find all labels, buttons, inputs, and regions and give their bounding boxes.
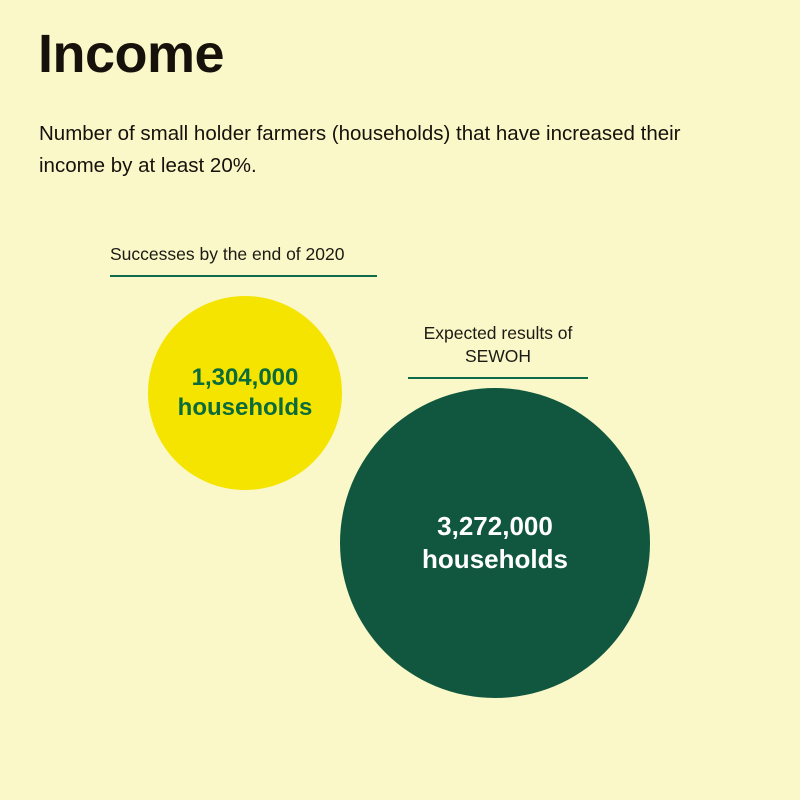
expected-caption-group <box>408 322 588 379</box>
bubble-successes-unit: households <box>177 394 313 421</box>
expected-caption-line2: SEWOH <box>464 345 532 366</box>
expected-caption <box>408 322 588 377</box>
successes-caption-group <box>110 243 380 277</box>
page-subtitle: Number of small holder farmers (households) that have increased their income by at least 20%. <box>39 122 681 177</box>
bubble-successes-2020 <box>148 296 342 490</box>
successes-caption: Successes by the end of 2020 <box>110 244 345 264</box>
bubble-expected-value: 3,272,000 <box>437 510 553 541</box>
expected-caption-rule <box>408 377 588 379</box>
bubble-expected-label <box>422 510 568 577</box>
page-title: Income <box>38 24 225 84</box>
bubble-successes-value: 1,304,000 <box>191 364 299 391</box>
bubble-expected-sewoh <box>340 388 650 698</box>
expected-caption-line1: Expected results of <box>423 323 573 343</box>
successes-caption-rule <box>110 275 377 277</box>
bubble-successes-label <box>178 363 313 423</box>
bubble-expected-unit: households <box>422 544 568 574</box>
